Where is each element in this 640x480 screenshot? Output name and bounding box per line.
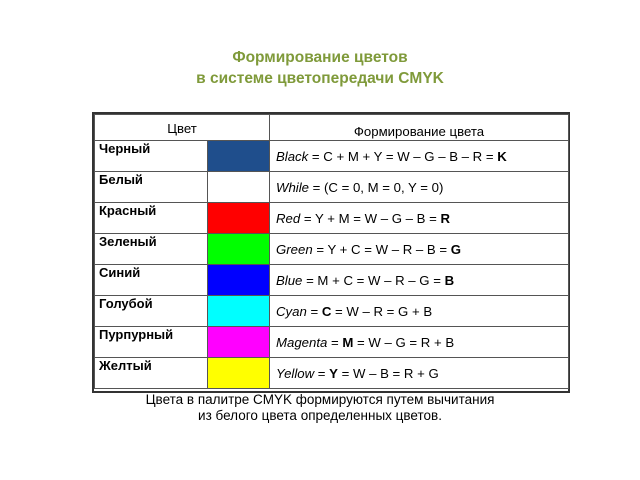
color-formula bbox=[270, 203, 569, 234]
color-formula bbox=[270, 358, 569, 389]
formula-part-1: = Y + M = W – G – B = bbox=[300, 210, 441, 226]
table-row bbox=[95, 203, 569, 234]
formula-result: R bbox=[440, 210, 450, 226]
cmyk-table bbox=[92, 112, 570, 393]
color-formula bbox=[270, 327, 569, 358]
color-formula bbox=[270, 172, 569, 203]
page-title bbox=[0, 47, 640, 89]
color-swatch-cell bbox=[208, 172, 270, 203]
formula-part-1: = bbox=[314, 365, 330, 381]
color-name: Голубой bbox=[95, 296, 208, 327]
color-swatch bbox=[208, 203, 269, 233]
color-swatch-cell bbox=[208, 265, 270, 296]
table-row bbox=[95, 141, 569, 172]
color-swatch-cell bbox=[208, 358, 270, 389]
formula-part-1: = C + M + Y = W – G – B – R = bbox=[308, 148, 498, 164]
color-term: Blue bbox=[276, 272, 303, 288]
formula-result: K bbox=[497, 148, 507, 164]
color-term: Red bbox=[276, 210, 301, 226]
table-row bbox=[95, 327, 569, 358]
table-row bbox=[95, 265, 569, 296]
color-swatch bbox=[208, 234, 269, 264]
formula-result: Y bbox=[329, 365, 338, 381]
color-swatch-cell bbox=[208, 296, 270, 327]
formula-part-2: = W – B = R + G bbox=[337, 365, 439, 381]
color-formula bbox=[270, 234, 569, 265]
header-formation: Формирование цвета bbox=[270, 115, 569, 141]
formula-result: M bbox=[342, 334, 354, 350]
color-name: Черный bbox=[95, 141, 208, 172]
color-swatch bbox=[208, 172, 269, 202]
formula-part-2: = W – R = G + B bbox=[331, 303, 433, 319]
formula-part-1: = (C = 0, M = 0, Y = 0) bbox=[308, 179, 444, 195]
header-color: Цвет bbox=[95, 115, 270, 141]
formula-part-1: = bbox=[327, 334, 343, 350]
color-term: Yellow bbox=[276, 365, 315, 381]
footnote-line-1: Цвета в палитре CMYK формируются путем вычитания bbox=[145, 392, 495, 407]
footnote bbox=[0, 392, 640, 424]
color-term: While bbox=[276, 179, 309, 195]
color-swatch bbox=[208, 327, 269, 357]
color-swatch bbox=[208, 296, 269, 326]
footnote-line-2: из белого цвета определенных цветов. bbox=[198, 408, 442, 423]
table-row bbox=[95, 358, 569, 389]
formula-part-2: = W – G = R + B bbox=[353, 334, 455, 350]
formula-part-1: = Y + C = W – R – B = bbox=[312, 241, 451, 257]
formula-part-1: = M + C = W – R – G = bbox=[302, 272, 445, 288]
title-line-2: в системе цветопередачи CMYK bbox=[196, 70, 444, 87]
color-name: Зеленый bbox=[95, 234, 208, 265]
formula-result: G bbox=[450, 241, 461, 257]
color-name: Белый bbox=[95, 172, 208, 203]
table-row bbox=[95, 296, 569, 327]
color-term: Green bbox=[276, 241, 313, 257]
formula-result: B bbox=[444, 272, 455, 288]
color-name: Красный bbox=[95, 203, 208, 234]
color-formula bbox=[270, 265, 569, 296]
color-swatch bbox=[208, 265, 269, 295]
formula-part-1: = bbox=[306, 303, 322, 319]
color-term: Cyan bbox=[276, 303, 307, 319]
color-term: Black bbox=[276, 148, 309, 164]
color-swatch-cell bbox=[208, 327, 270, 358]
color-swatch bbox=[208, 358, 269, 388]
color-swatch-cell bbox=[208, 234, 270, 265]
color-name: Синий bbox=[95, 265, 208, 296]
title-line-1: Формирование цветов bbox=[232, 49, 408, 66]
table-row bbox=[95, 234, 569, 265]
color-formula bbox=[270, 296, 569, 327]
color-name: Пурпурный bbox=[95, 327, 208, 358]
color-name: Желтый bbox=[95, 358, 208, 389]
color-formula bbox=[270, 141, 569, 172]
table-row bbox=[95, 172, 569, 203]
color-swatch-cell bbox=[208, 141, 270, 172]
color-swatch-cell bbox=[208, 203, 270, 234]
formula-result: C bbox=[321, 303, 332, 319]
color-term: Magenta bbox=[276, 334, 328, 350]
color-swatch bbox=[208, 141, 269, 171]
